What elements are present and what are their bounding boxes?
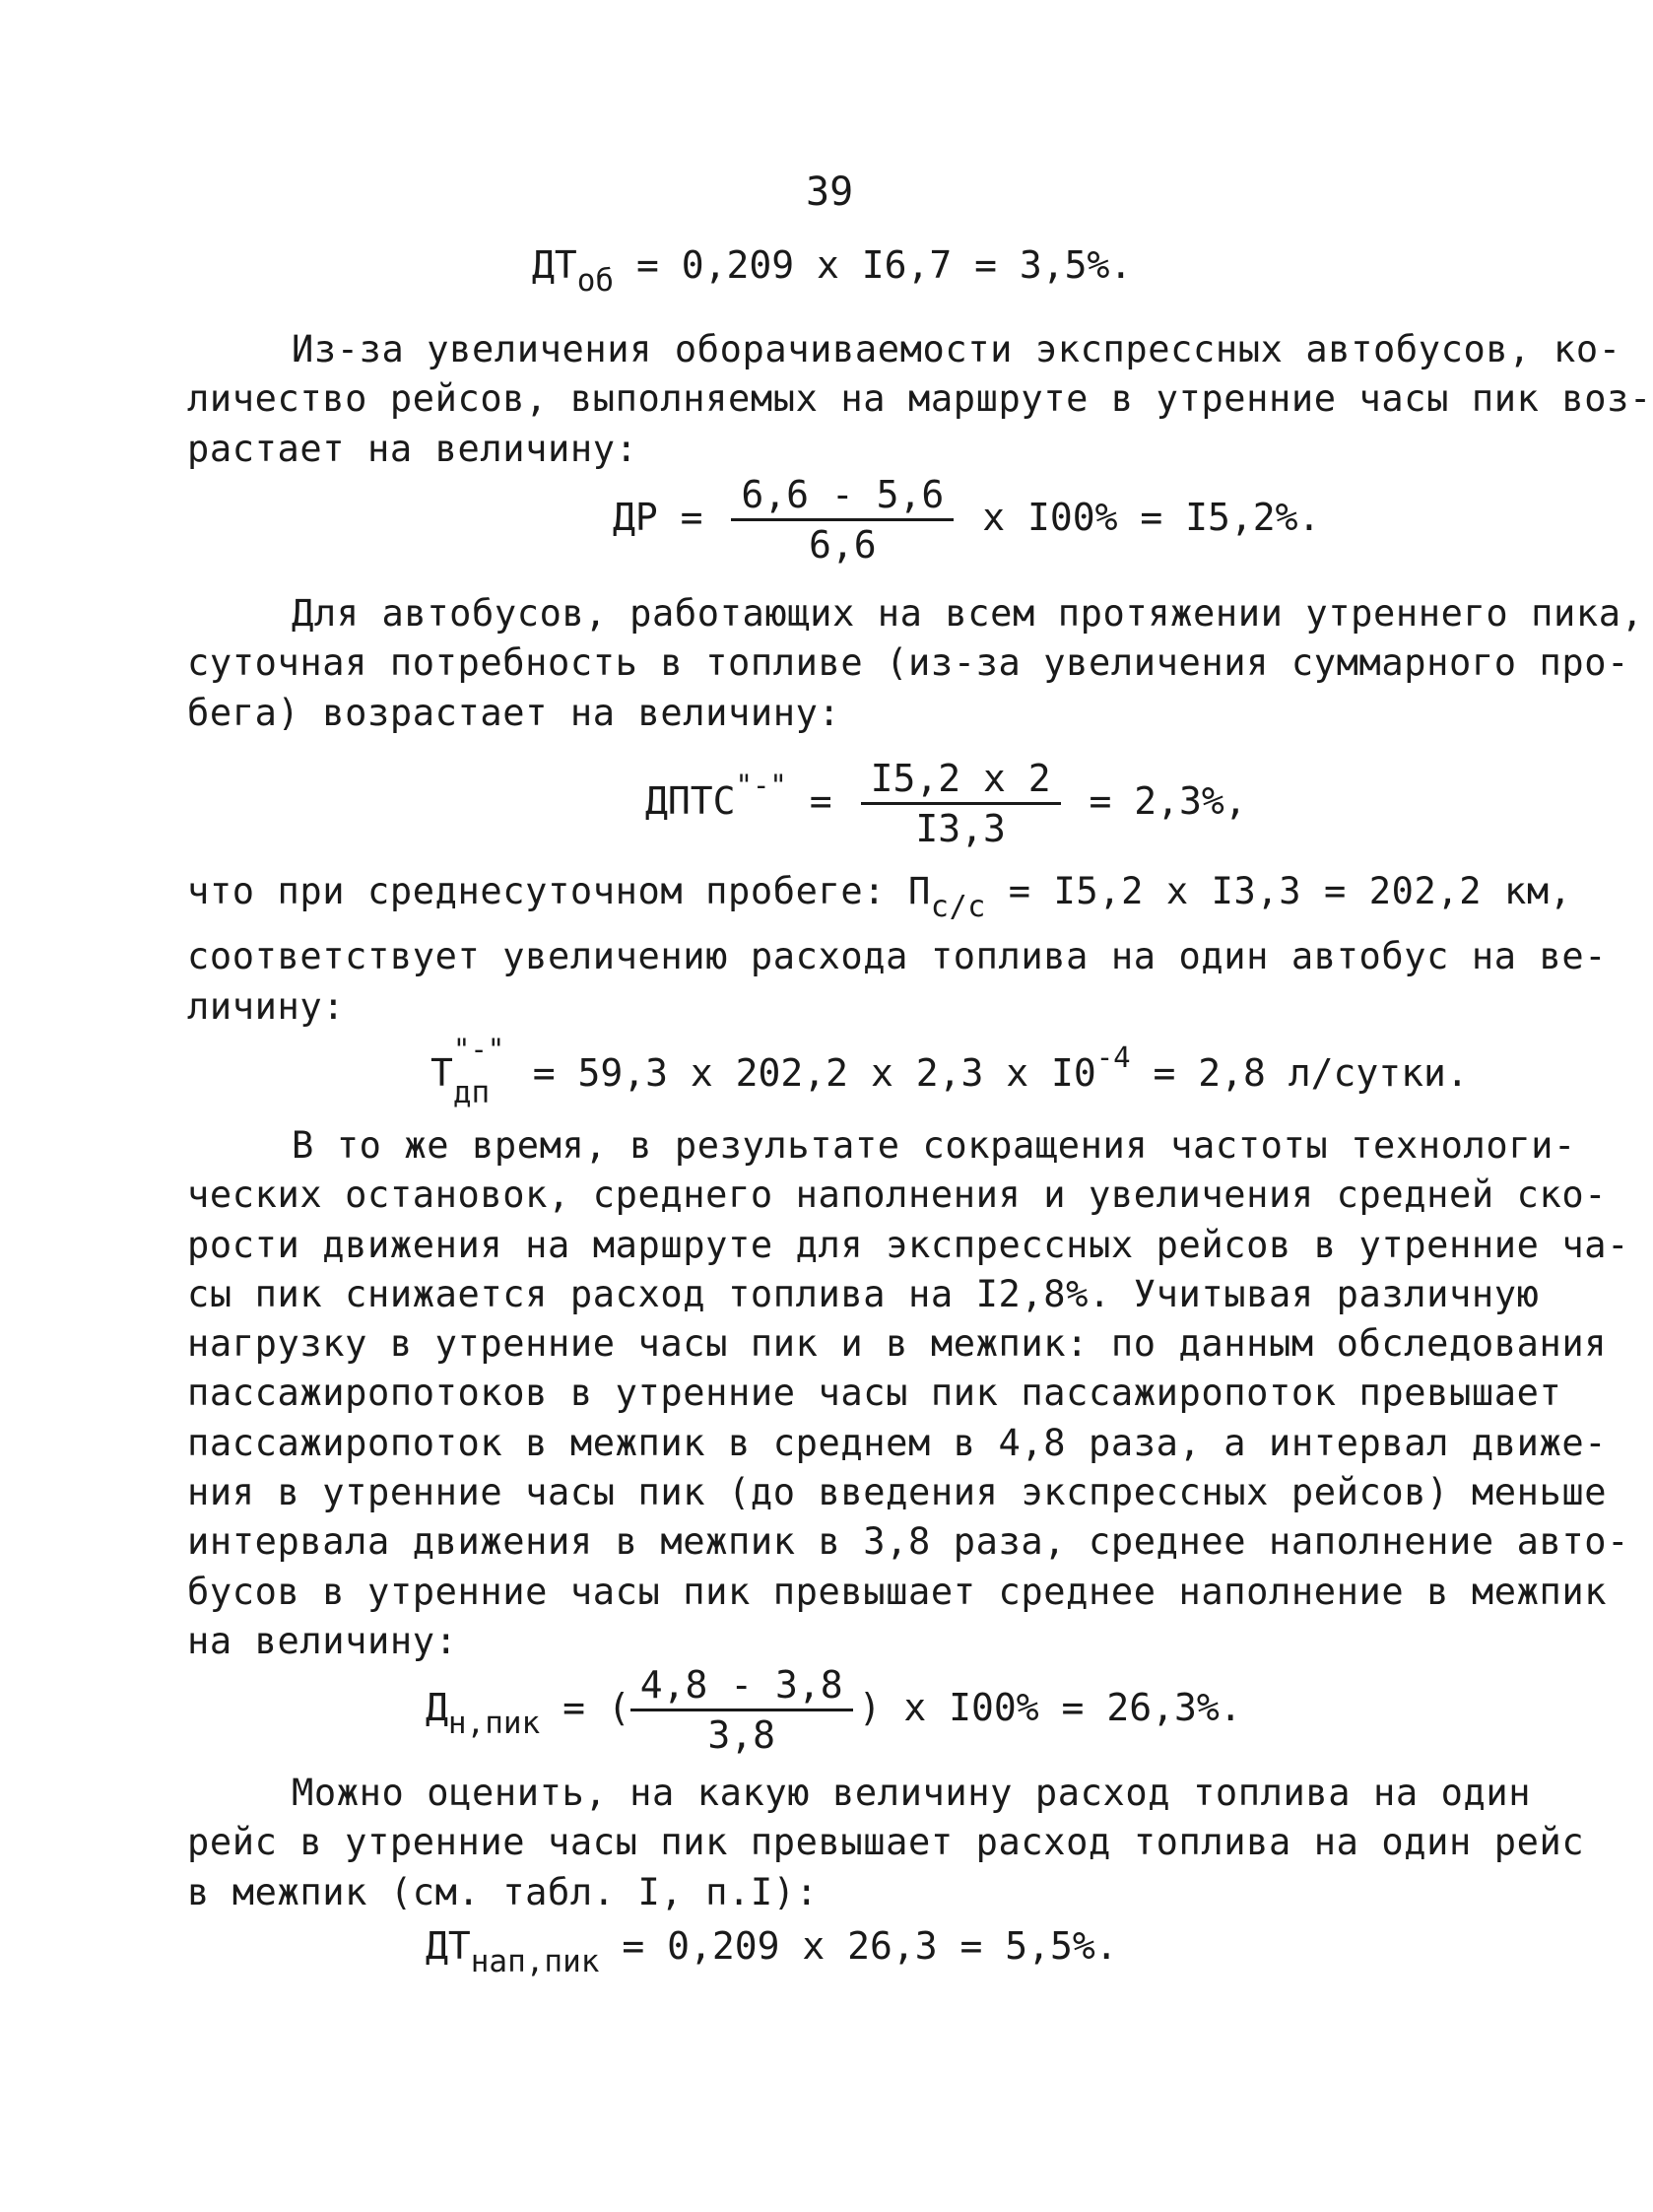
eq2-numerator: 6,6 - 5,6 bbox=[731, 473, 954, 521]
eq5-lhs: Д bbox=[426, 1686, 448, 1729]
para4-line-2: ческих остановок, среднего наполнения и увеличения средней ско- bbox=[187, 1173, 1608, 1217]
paragraph-trips bbox=[187, 325, 1652, 474]
para3-subscript: с/с bbox=[930, 890, 986, 924]
para4-line-9: интервала движения в межпик в 3,8 раза, среднее наполнение авто- bbox=[187, 1520, 1630, 1564]
eq4-subscript: дп bbox=[452, 1075, 491, 1110]
para4-line-3: рости движения на маршруте для экспрессных рейсов в утренние ча- bbox=[187, 1223, 1630, 1266]
eq4-lhs: Т bbox=[430, 1051, 453, 1095]
eq3-denominator: I3,3 bbox=[915, 807, 1006, 850]
paragraph-daily-fuel bbox=[187, 589, 1644, 738]
para4-line-1: В то же время, в результате сокращения частоты технологи- bbox=[292, 1124, 1576, 1167]
paragraph-estimate bbox=[187, 1769, 1584, 1917]
eq6-subscript: нап,пик bbox=[470, 1944, 600, 1979]
para3-line-3: личину: bbox=[187, 984, 346, 1028]
para3-line-1-end: = I5,2 x I3,3 = 202,2 км, bbox=[985, 870, 1572, 912]
eq3-fraction bbox=[861, 757, 1061, 850]
eq3-equals: = bbox=[809, 779, 832, 823]
eq2-lhs: ДР = bbox=[613, 496, 703, 539]
eq3-superscript: "-" bbox=[735, 769, 787, 802]
para5-line-2: рейс в утренние часы пик превышает расход топлива на один рейс bbox=[187, 1821, 1585, 1864]
eq4-indices bbox=[452, 1033, 510, 1110]
eq5-denominator: 3,8 bbox=[707, 1713, 776, 1757]
eq1-subscript: об bbox=[576, 263, 615, 299]
para5-line-3: в межпик (см. табл. I, п.I): bbox=[187, 1870, 819, 1913]
eq5-rhs: ) x I00% = 26,3%. bbox=[858, 1686, 1242, 1729]
para2-line-2: суточная потребность в топливе (из-за увеличения суммарного про- bbox=[187, 641, 1630, 685]
para2-line-1: Для автобусов, работающих на всем протяжении утреннего пика, bbox=[292, 592, 1644, 635]
para4-line-11: на величину: bbox=[187, 1619, 458, 1662]
eq3-rhs: = 2,3%, bbox=[1089, 779, 1247, 823]
eq5-numerator: 4,8 - 3,8 bbox=[630, 1663, 853, 1711]
para3-line-2: соответствует увеличению расхода топлива на один автобус на ве- bbox=[187, 935, 1608, 978]
eq3-lhs: ДПТС bbox=[645, 779, 736, 823]
para4-line-6: пассажиропотоков в утренние часы пик пассажиропоток превышает bbox=[187, 1372, 1562, 1415]
eq1-rhs: = 0,209 x I6,7 = 3,5%. bbox=[635, 243, 1133, 287]
para3-line-1 bbox=[187, 867, 1607, 932]
para4-line-10: бусов в утренние часы пик превышает среднее наполнение в межпик bbox=[187, 1570, 1608, 1613]
eq4-middle: = 59,3 x 202,2 x 2,3 x I0 bbox=[509, 1051, 1096, 1095]
eq6-lhs: ДТ bbox=[426, 1924, 471, 1968]
para4-line-4: сы пик снижается расход топлива на I2,8%. Учитывая различную bbox=[187, 1272, 1540, 1315]
eq5-equals: = ( bbox=[562, 1686, 630, 1729]
eq4-superscript: "-" bbox=[452, 1033, 505, 1066]
para2-line-3: бега) возрастает на величину: bbox=[187, 691, 841, 734]
eq6-rhs: = 0,209 x 26,3 = 5,5%. bbox=[622, 1924, 1118, 1968]
paragraph-mileage bbox=[187, 867, 1607, 1032]
eq4-rhs: = 2,8 л/сутки. bbox=[1130, 1051, 1469, 1095]
equation-fuel-peak-load bbox=[426, 1923, 1118, 1984]
eq2-fraction bbox=[731, 473, 954, 567]
page-number: 39 bbox=[806, 169, 854, 215]
equation-fuel-per-bus bbox=[430, 1033, 1469, 1110]
para1-line-1: Из-за увеличения оборачиваемости экспрессных автобусов, ко- bbox=[292, 328, 1621, 370]
equation-daily-fuel-demand bbox=[645, 757, 1247, 850]
para3-line-1-start: что при среднесуточном пробеге: П bbox=[187, 870, 931, 912]
para5-line-1: Можно оценить, на какую величину расход топлива на один bbox=[292, 1772, 1532, 1814]
eq5-subscript: н,пик bbox=[447, 1706, 541, 1741]
eq4-exponent: -4 bbox=[1095, 1040, 1131, 1074]
eq2-denominator: 6,6 bbox=[809, 523, 877, 567]
para4-line-8: ния в утренние часы пик (до введения экспрессных рейсов) меньше bbox=[187, 1471, 1608, 1514]
eq1-lhs: ДТ bbox=[532, 243, 577, 287]
para4-line-7: пассажиропоток в межпик в среднем в 4,8 раза, а интервал движе- bbox=[187, 1421, 1608, 1464]
para1-line-3: растает на величину: bbox=[187, 427, 638, 470]
eq5-fraction bbox=[630, 1663, 853, 1757]
eq2-rhs: x I00% = I5,2%. bbox=[982, 496, 1321, 539]
equation-load-peak bbox=[426, 1663, 1242, 1757]
para4-line-5: нагрузку в утренние часы пик и в межпик: по данным обследования bbox=[187, 1322, 1608, 1366]
eq3-numerator: I5,2 x 2 bbox=[861, 757, 1061, 805]
para1-line-2: личество рейсов, выполняемых на маршруте в утренние часы пик воз- bbox=[187, 377, 1652, 421]
paragraph-reduction bbox=[187, 1121, 1629, 1666]
equation-fuel-turnover bbox=[532, 242, 1132, 303]
equation-trips-increase bbox=[613, 473, 1320, 567]
